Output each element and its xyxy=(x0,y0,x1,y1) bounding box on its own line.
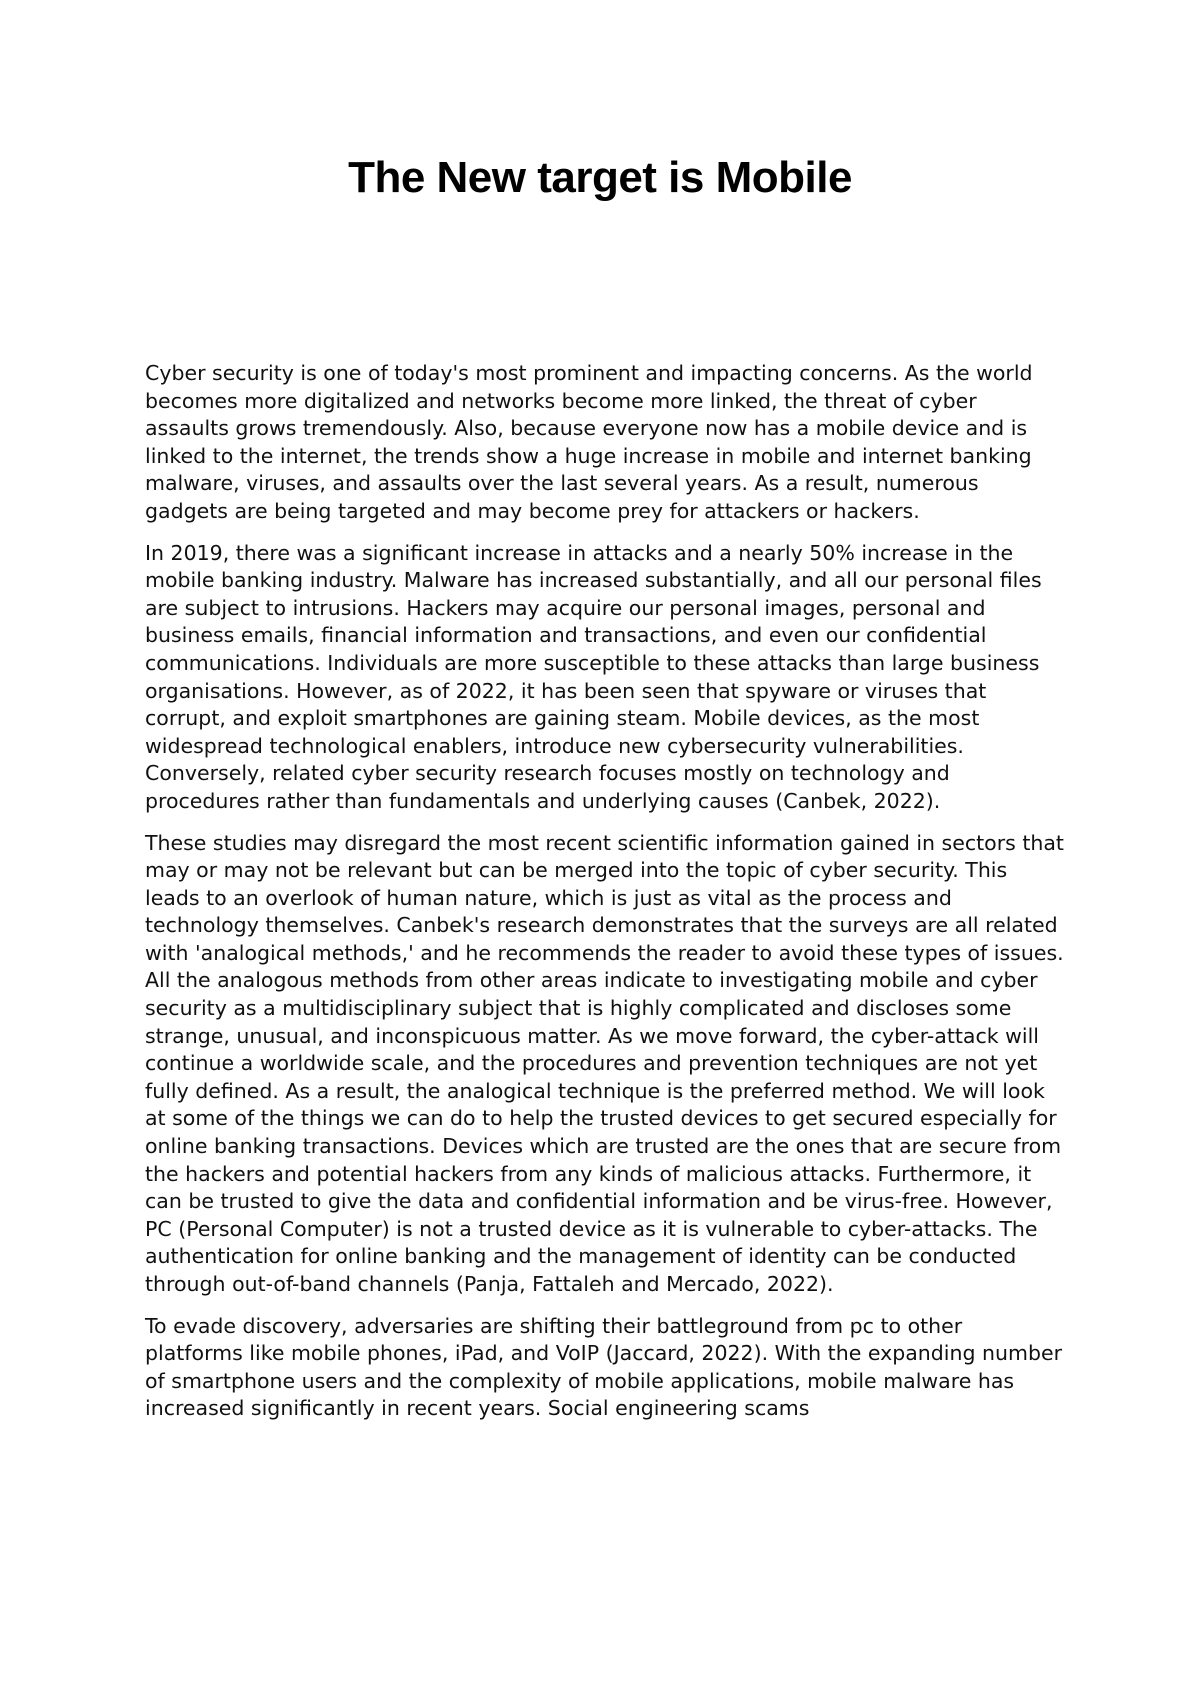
paragraph-3: These studies may disregard the most recent scientific information gained in sectors that may or may not be relevant but can be merged into the topic of cyber security. This leads to an overlook of human nature, which is just as vital as the process and technology themselves. Canbek's research demonstrates that the surveys are all related with 'analogical methods,' and he recommends the reader to avoid these types of issues. All the analogous methods from other areas indicate to investigating mobile and cyber security as a multidisciplinary subject that is highly complicated and discloses some strange, unusual, and inconspicuous matter. As we move forward, the cyber-attack will continue a worldwide scale, and the procedures and prevention techniques are not yet fully defined. As a result, the analogical technique is the preferred method. We will look at some of the things we can do to help the trusted devices to get secured especially for online banking transactions. Devices which are trusted are the ones that are secure from the hackers and potential hackers from any kinds of malicious attacks. Furthermore, it can be trusted to give the data and confidential information and be virus-free. However, PC (Personal Computer) is not a trusted device as it is vulnerable to cyber-attacks. The authentication for online banking and the management of identity can be conducted through out-of-band channels (Panja, Fattaleh and Mercado, 2022). xyxy=(145,830,1064,1296)
document-title: The New target is Mobile xyxy=(348,153,852,202)
paragraph-2: In 2019, there was a significant increase in attacks and a nearly 50% increase in the mobile banking industry. Malware has increased substantially, and all our personal files are subject to intrusions. Hackers may acquire our personal images, personal and business emails, financial information and transactions, and even our confidential communications. Individuals are more susceptible to these attacks than large business organisations. However, as of 2022, it has been seen that spyware or viruses that corrupt, and exploit smartphones are gaining steam. Mobile devices, as the most widespread technological enablers, introduce new cybersecurity vulnerabilities. Conversely, related cyber security research focuses mostly on technology and procedures rather than fundamentals and underlying causes (Canbek, 2022). xyxy=(145,540,1042,813)
paragraph-4: To evade discovery, adversaries are shifting their battleground from pc to other platforms like mobile phones, iPad, and VoIP (Jaccard, 2022). With the expanding number of smartphone users and the complexity of mobile applications, mobile malware has increased significantly in recent years. Social engineering scams xyxy=(145,1313,1063,1421)
document-body xyxy=(145,360,1065,1437)
paragraph-1: Cyber security is one of today's most prominent and impacting concerns. As the world becomes more digitalized and networks become more linked, the threat of cyber assaults grows tremendously. Also, because everyone now has a mobile device and is linked to the internet, the trends show a huge increase in mobile and internet banking malware, viruses, and assaults over the last several years. As a result, numerous gadgets are being targeted and may become prey for attackers or hackers. xyxy=(145,361,1033,523)
